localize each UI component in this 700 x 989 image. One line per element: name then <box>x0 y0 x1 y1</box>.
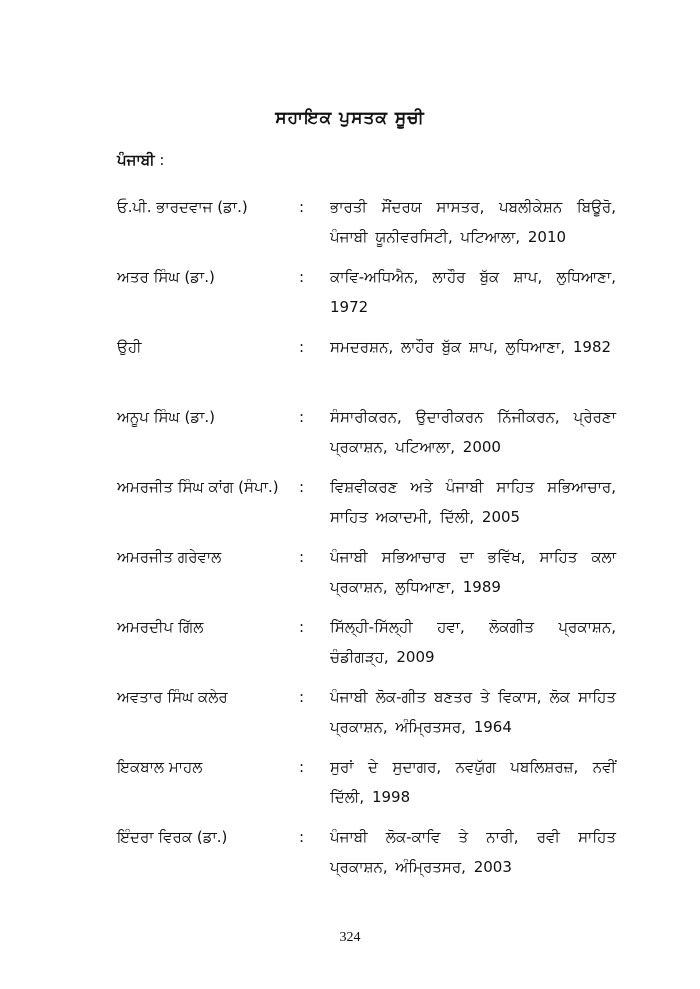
bibliography-list <box>117 192 617 892</box>
bibliography-entry <box>117 822 617 892</box>
entry-author: ਅਤਰ ਸਿੰਘ (ਡਾ.) <box>117 268 215 286</box>
entry-details: ਪੰਜਾਬੀ ਲੋਕ-ਗੀਤ ਬਣਤਰ ਤੇ ਵਿਕਾਸ, ਲੋਕ ਸਾਹਿਤ ਪ੍ਰਕਾਸ਼ਨ, ਅੰਮ੍ਰਿਤਸਰ, 1964 <box>330 688 616 736</box>
entry-colon: : <box>299 268 305 286</box>
section-heading <box>117 151 164 169</box>
entry-colon: : <box>299 548 305 566</box>
entry-colon: : <box>299 408 305 426</box>
entry-details: ਵਿਸ਼ਵੀਕਰਣ ਅਤੇ ਪੰਜਾਬੀ ਸਾਹਿਤ ਸਭਿਆਚਾਰ, ਸਾਹਿਤ ਅਕਾਦਮੀ, ਦਿੱਲੀ, 2005 <box>330 478 616 526</box>
entry-author: ਅਵਤਾਰ ਸਿੰਘ ਕਲੇਰ <box>117 688 228 706</box>
entry-details: ਸੁਰਾਂ ਦੇ ਸੁਦਾਗਰ, ਨਵਯੁੱਗ ਪਬਲਿਸ਼ਰਜ਼, ਨਵੀਂ ਦਿੱਲੀ, 1998 <box>330 758 616 806</box>
entry-details: ਸਿੱਲ੍ਹੀ-ਸਿੱਲ੍ਹੀ ਹਵਾ, ਲੋਕਗੀਤ ਪ੍ਰਕਾਸ਼ਨ, ਚੰਡੀਗੜ੍ਹ, 2009 <box>330 618 616 666</box>
entry-details: ਪੰਜਾਬੀ ਸਭਿਆਚਾਰ ਦਾ ਭਵਿੱਖ, ਸਾਹਿਤ ਕਲਾ ਪ੍ਰਕਾਸ਼ਨ, ਲੁਧਿਆਣਾ, 1989 <box>330 548 616 596</box>
entry-author: ਉਹੀ <box>117 338 142 356</box>
bibliography-entry <box>117 752 617 822</box>
bibliography-entry <box>117 472 617 542</box>
entry-details: ਭਾਰਤੀ ਸੌਂਦਰਯ ਸਾਸਤਰ, ਪਬਲੀਕੇਸ਼ਨ ਬਿਊਰੋ, ਪੰਜਾਬੀ ਯੂਨੀਵਰਸਿਟੀ, ਪਟਿਆਲਾ, 2010 <box>330 198 616 246</box>
bibliography-entry <box>117 402 617 472</box>
entry-author: ਇਕਬਾਲ ਮਾਹਲ <box>117 758 203 776</box>
entry-colon: : <box>299 478 305 496</box>
entry-author: ਇੰਦਰਾ ਵਿਰਕ (ਡਾ.) <box>117 828 228 846</box>
entry-author: ਓ.ਪੀ. ਭਾਰਦਵਾਜ (ਡਾ.) <box>117 198 248 216</box>
entry-colon: : <box>299 688 305 706</box>
entry-author: ਅਮਰਜੀਤ ਗਰੇਵਾਲ <box>117 548 222 566</box>
entry-colon: : <box>299 198 305 216</box>
entry-author: ਅਮਰਜੀਤ ਸਿੰਘ ਕਾਂਗ (ਸੰਪਾ.) <box>117 478 279 496</box>
bibliography-entry <box>117 682 617 752</box>
bibliography-entry <box>117 192 617 262</box>
entry-details: ਪੰਜਾਬੀ ਲੋਕ-ਕਾਵਿ ਤੇ ਨਾਰੀ, ਰਵੀ ਸਾਹਿਤ ਪ੍ਰਕਾਸ਼ਨ, ਅੰਮ੍ਰਿਤਸਰ, 2003 <box>330 828 616 876</box>
bibliography-entry <box>117 262 617 332</box>
entry-colon: : <box>299 758 305 776</box>
bibliography-entry <box>117 332 617 402</box>
bibliography-entry <box>117 542 617 612</box>
entry-details: ਸਮਦਰਸ਼ਨ, ਲਾਹੌਰ ਬੁੱਕ ਸ਼ਾਪ, ਲੁਧਿਆਣਾ, 1982 <box>330 338 612 356</box>
entry-colon: : <box>299 618 305 636</box>
section-heading-suffix: : <box>154 151 165 169</box>
entry-details: ਸੰਸਾਰੀਕਰਨ, ਉਦਾਰੀਕਰਨ ਨਿੱਜੀਕਰਨ, ਪ੍ਰੇਰਣਾ ਪ੍ਰਕਾਸ਼ਨ, ਪਟਿਆਲਾ, 2000 <box>330 408 616 456</box>
page-title: ਸਹਾਇਕ ਪੁਸਤਕ ਸੂਚੀ <box>275 108 425 128</box>
entry-details: ਕਾਵਿ-ਅਧਿਐਨ, ਲਾਹੌਰ ਬੁੱਕ ਸ਼ਾਪ, ਲੁਧਿਆਣਾ, 1972 <box>330 268 616 316</box>
section-heading-label: ਪੰਜਾਬੀ <box>117 151 155 169</box>
entry-colon: : <box>299 338 305 356</box>
entry-colon: : <box>299 828 305 846</box>
bibliography-entry <box>117 612 617 682</box>
entry-author: ਅਨੂਪ ਸਿੰਘ (ਡਾ.) <box>117 408 215 426</box>
entry-author: ਅਮਰਦੀਪ ਗਿੱਲ <box>117 618 204 636</box>
page-number: 324 <box>339 930 361 945</box>
